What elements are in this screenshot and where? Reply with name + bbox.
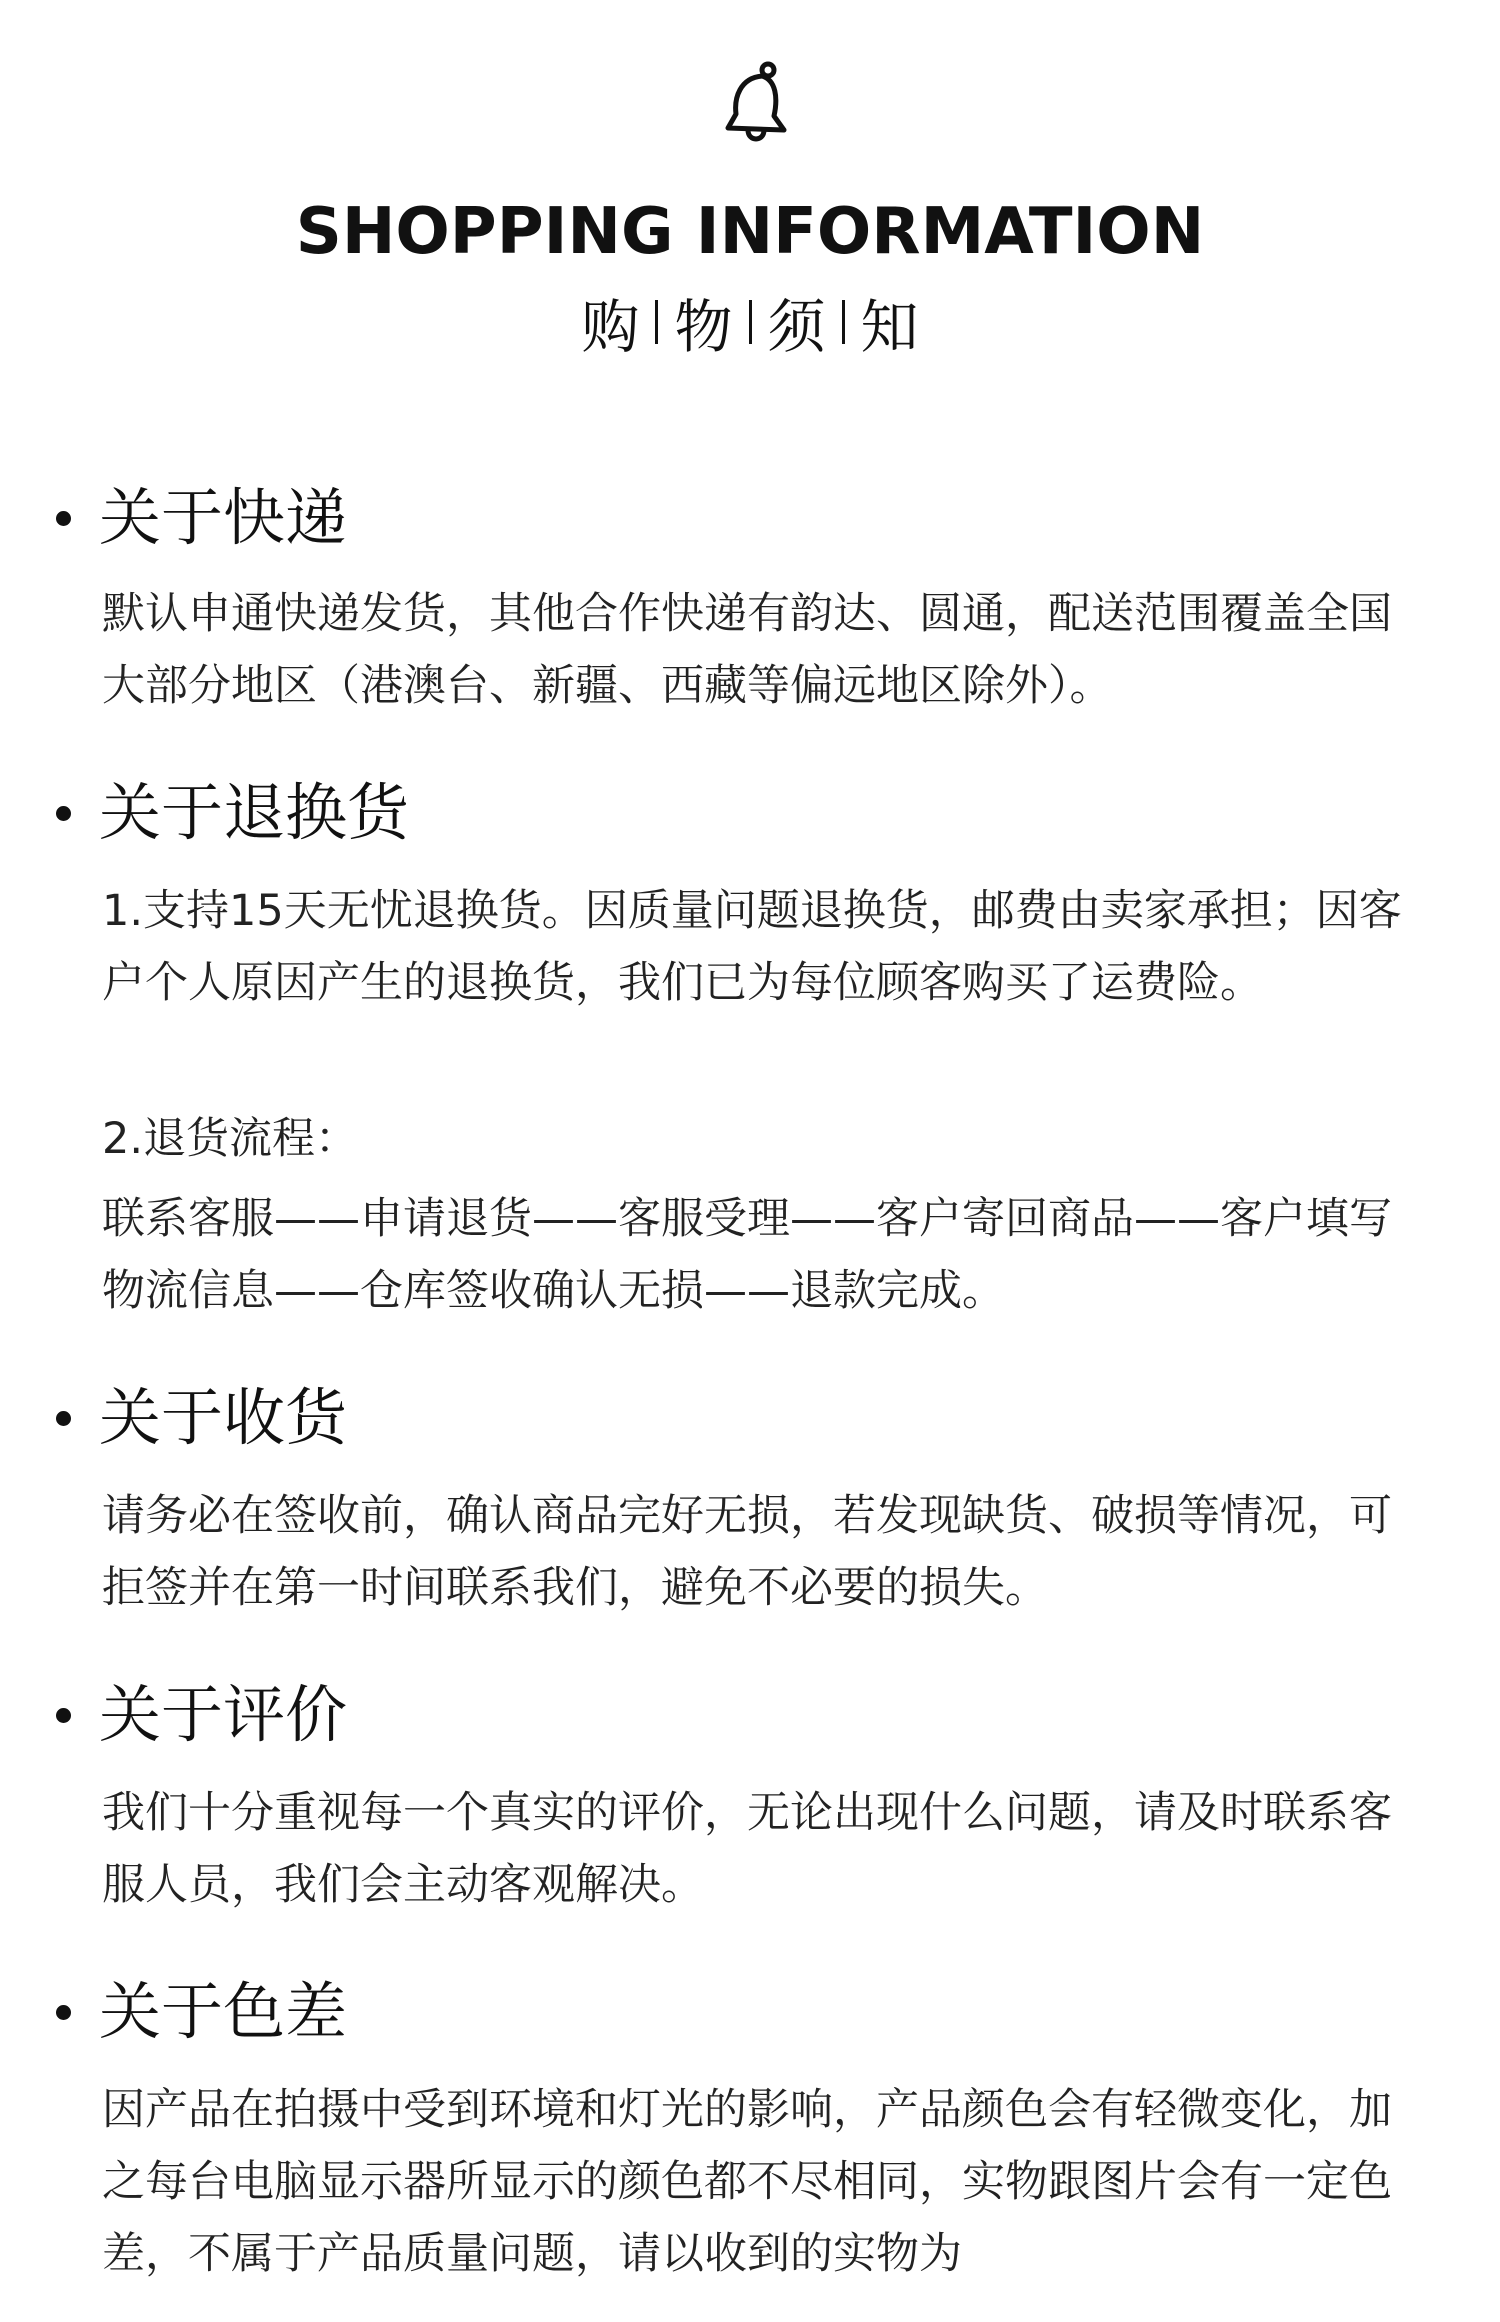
bullet-icon xyxy=(56,2005,71,2020)
section-paragraph: 默认申通快递发货，其他合作快递有韵达、圆通，配送范围覆盖全国大部分地区（港澳台、新疆、西藏等偏远地区除外）。 xyxy=(102,589,1392,711)
bullet-icon xyxy=(56,511,71,526)
section-title-text: 关于退换货 xyxy=(99,776,410,849)
section-paragraph: 因产品在拍摄中受到环境和灯光的影响，产品颜色会有轻微变化，加之每台电脑显示器所显示的颜色都不尽相同，实物跟图片会有一定色差，不属于产品质量问题，请以收到的实物为 xyxy=(102,2085,1392,2279)
title-cn-char: 购 xyxy=(581,293,640,361)
section-title-text: 关于评价 xyxy=(99,1678,348,1751)
title-cn-char: 知 xyxy=(860,293,919,361)
bullet-icon xyxy=(56,806,71,821)
title-cn-char: 物 xyxy=(674,293,733,361)
section-title-text: 关于色差 xyxy=(99,1975,348,2048)
section-title xyxy=(56,1972,347,2052)
title-en: SHOPPING INFORMATION xyxy=(295,195,1205,269)
section-paragraph: 请务必在签收前，确认商品完好无损，若发现缺货、破损等情况，可拒签并在第一时间联系我们，避免不必要的损失。 xyxy=(102,1491,1392,1613)
section-paragraph: 1.支持15天无忧退换货。因质量问题退换货，邮费由卖家承担；因客户个人原因产生的退换货，我们已为每位顾客购买了运费险。 xyxy=(102,886,1402,1008)
section-title xyxy=(56,773,409,853)
title-cn xyxy=(0,280,1500,364)
title-cn-char: 须 xyxy=(767,293,826,361)
section-paragraph: 联系客服——申请退货——客服受理——客户寄回商品——客户填写物流信息——仓库签收确认无损——退款完成。 xyxy=(102,1194,1392,1316)
section-title xyxy=(56,1675,347,1755)
section-paragraph: 2.退货流程： xyxy=(102,1114,359,1164)
section-title xyxy=(56,1378,347,1458)
bullet-icon xyxy=(56,1411,71,1426)
section-paragraph: 我们十分重视每一个真实的评价，无论出现什么问题，请及时联系客服人员，我们会主动客观解决。 xyxy=(102,1788,1392,1910)
bullet-icon xyxy=(56,1708,71,1723)
section-title xyxy=(56,478,347,558)
section-title-text: 关于快递 xyxy=(99,481,348,554)
section-title-text: 关于收货 xyxy=(99,1381,348,1454)
bell-icon xyxy=(718,58,798,148)
